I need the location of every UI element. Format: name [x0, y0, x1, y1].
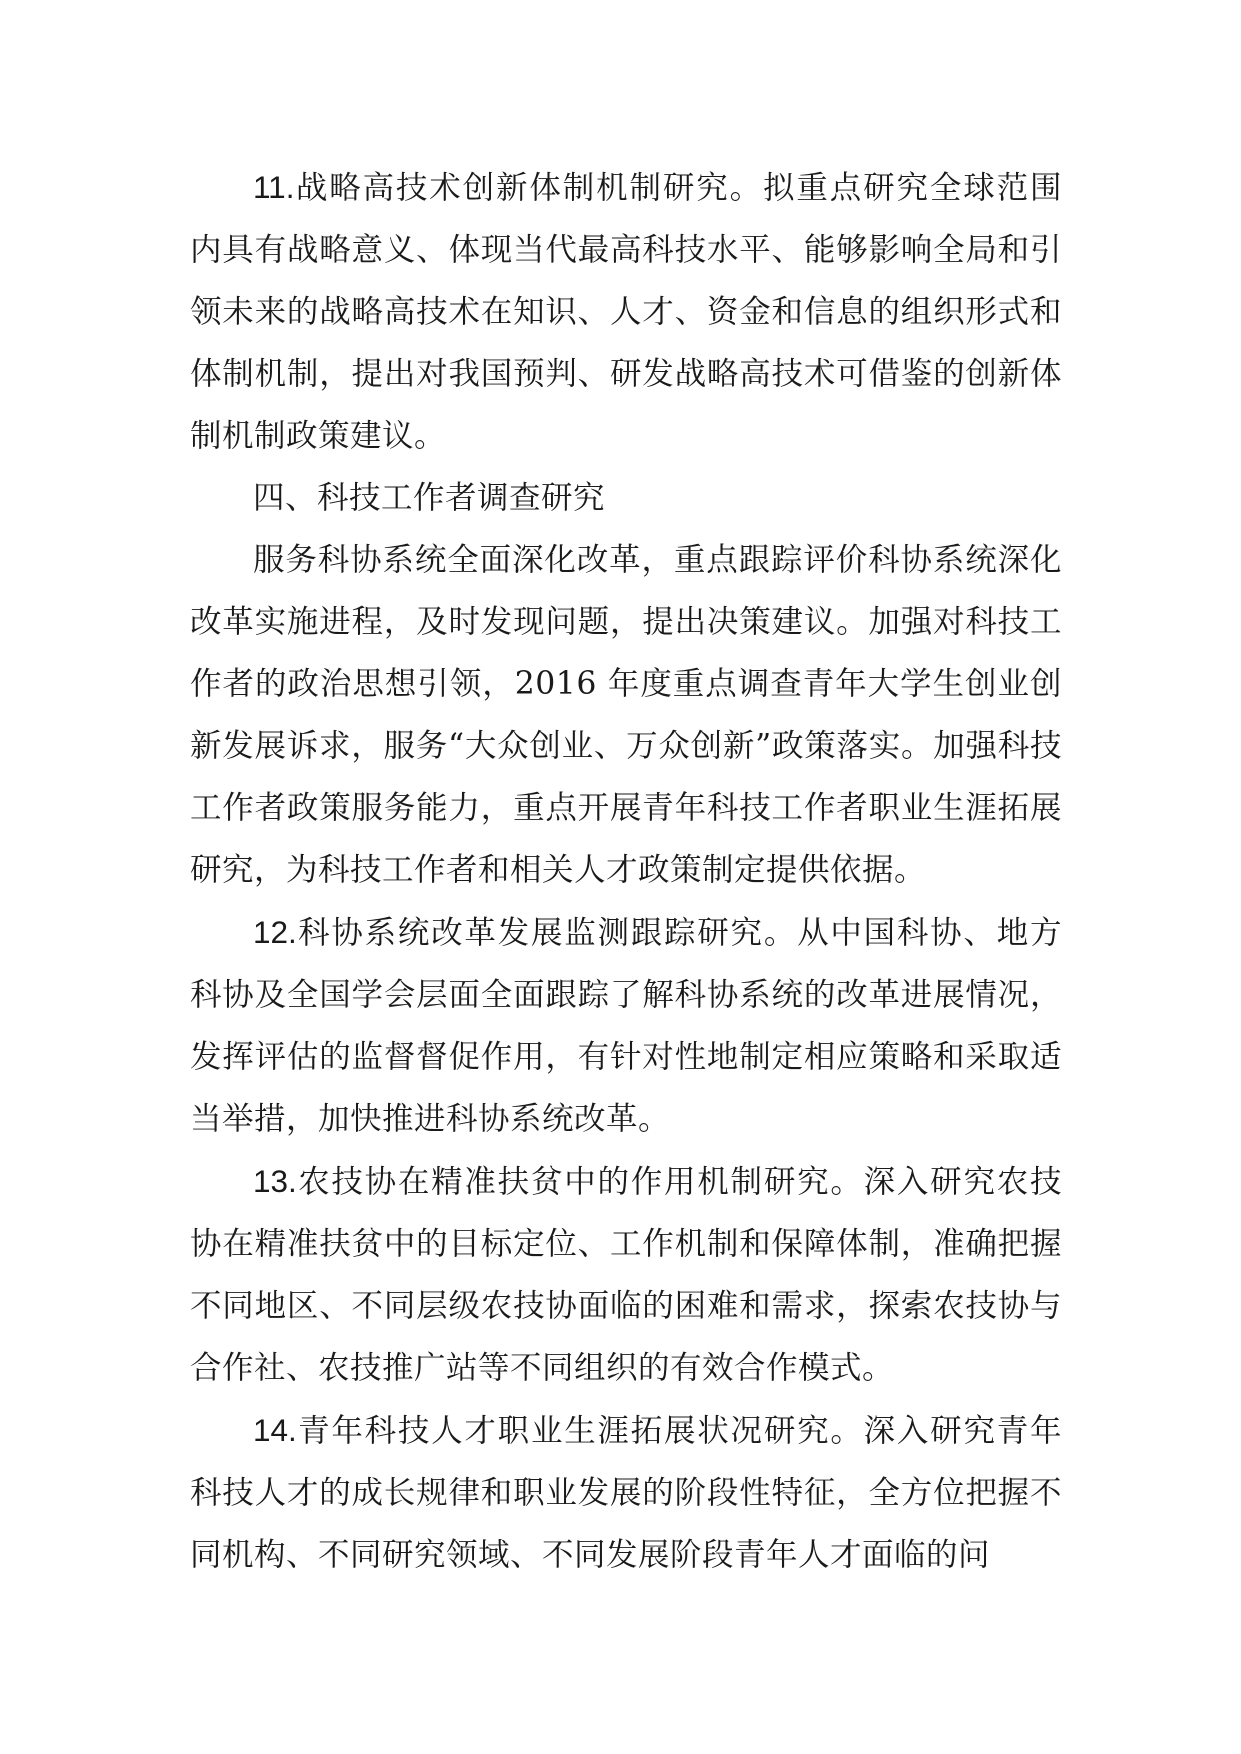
- item-13-paragraph: [190, 1150, 1062, 1399]
- document-page: [190, 156, 1062, 1586]
- item-14-number: 14.: [253, 1412, 297, 1448]
- item-13-title: 农技协在精准扶贫中的作用机制研究。: [296, 1164, 864, 1200]
- section-4-heading: 四、科技工作者调查研究: [253, 480, 606, 516]
- item-14-paragraph: [190, 1399, 1062, 1586]
- item-12-number: 12.: [253, 914, 297, 950]
- item-11-body: 拟重点研究全球范围内具有战略意义、体现当代最高科技水平、能够影响全局和引领未来的战略高技术在知识、人才、资金和信息的组织形式和体制机制，提出对我国预判、研发战略高技术可借鉴的创新体制机制政策建议。: [190, 170, 1062, 454]
- item-12-title: 科协系统改革发展监测跟踪研究。: [296, 915, 798, 951]
- section-4-intro: 服务科协系统全面深化改革，重点跟踪评价科协系统深化改革实施进程，及时发现问题，提出决策建议。加强对科技工作者的政治思想引领，2016 年度重点调查青年大学生创业创新发展诉求，服务“大众创业、万众创新”政策落实。加强科技工作者政策服务能力，重点开展青年科技工作者职业生涯拓展研究，为科技工作者和相关人才政策制定提供依据。: [190, 542, 1062, 888]
- item-14-title: 青年科技人才职业生涯拓展状况研究。: [296, 1413, 864, 1449]
- item-13-number: 13.: [253, 1163, 297, 1199]
- item-12-paragraph: [190, 901, 1062, 1150]
- item-13-body: 深入研究农技协在精准扶贫中的目标定位、工作机制和保障体制，准确把握不同地区、不同层级农技协面临的困难和需求，探索农技协与合作社、农技推广站等不同组织的有效合作模式。: [190, 1164, 1062, 1386]
- item-11-paragraph: [190, 156, 1062, 467]
- item-11-title: 战略高技术创新体制机制研究。: [294, 170, 764, 206]
- item-14-body: 深入研究青年科技人才的成长规律和职业发展的阶段性特征，全方位把握不同机构、不同研究领域、不同发展阶段青年人才面临的问: [190, 1413, 1062, 1573]
- item-12-body: 从中国科协、地方科协及全国学会层面全面跟踪了解科协系统的改革进展情况，发挥评估的监督督促作用，有针对性地制定相应策略和采取适当举措，加快推进科协系统改革。: [190, 915, 1062, 1137]
- item-11-number: 11.: [253, 169, 295, 205]
